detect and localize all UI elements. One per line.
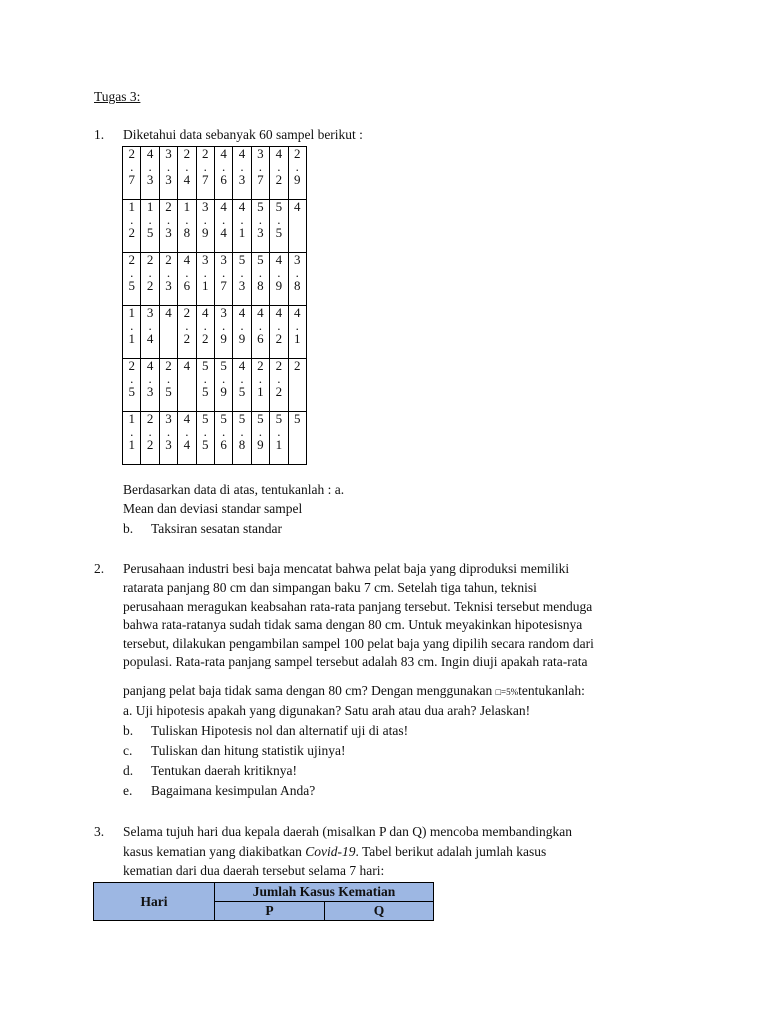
grid-cell: 4 . 3 [233,147,251,200]
q1-item-b-label: b. [123,521,134,536]
grid-cell: 3 . 4 [141,306,159,359]
grid-cell: 2 . 3 [159,253,177,306]
q3-line-3: kematian dari dua daerah tersebut selama 7 hari: [123,863,385,878]
grid-cell: 3 . 3 [159,412,177,465]
grid-cell: 2 . 7 [196,147,214,200]
grid-cell: 2 . 5 [123,253,141,306]
grid-cell: 2 [288,359,306,412]
grid-cell: 4 . 6 [214,147,232,200]
grid-cell: 2 . 5 [123,359,141,412]
grid-cell: 1 . 2 [123,200,141,253]
q2-line-5: tersebut, dilakukan pengambilan sampel 100 pelat baja yang dipilih secara random dari [123,636,594,651]
grid-cell: 4 . 3 [141,359,159,412]
grid-cell: 5 . 5 [270,200,288,253]
grid-cell: 5 . 9 [214,359,232,412]
grid-cell: 4 . 6 [178,253,196,306]
q3-line-1: Selama tujuh hari dua kepala daerah (misalkan P dan Q) mencoba membandingkan [123,824,572,839]
grid-cell: 5 [288,412,306,465]
q1-number: 1. [94,127,105,142]
grid-cell: 4 . 2 [270,147,288,200]
grid-cell: 3 . 3 [159,147,177,200]
q2-line-2: ratarata panjang 80 cm dan simpangan baku 7 cm. Setelah tiga tahun, teknisi [123,580,537,595]
alpha-symbol: □=5% [495,687,519,697]
header-jumlah-kasus: Jumlah Kasus Kematian [215,883,434,902]
grid-row [123,200,307,253]
grid-cell: 4 . 9 [233,306,251,359]
grid-cell: 4 . 4 [178,412,196,465]
grid-cell: 5 . 3 [233,253,251,306]
q2-item-c-text: Tuliskan dan hitung statistik ujinya! [151,743,346,758]
grid-row [123,147,307,200]
grid-cell: 4 . 4 [214,200,232,253]
assignment-title: Tugas 3: [94,89,141,104]
grid-cell: 1 . 5 [141,200,159,253]
q2-item-b-text: Tuliskan Hipotesis nol dan alternatif uji di atas! [151,723,409,738]
q1-intro: Diketahui data sebanyak 60 sampel berikut : [123,127,363,142]
q3-line-2-end: . Tabel berikut adalah jumlah kasus [355,844,547,859]
grid-cell: 4 . 5 [233,359,251,412]
grid-cell: 1 . 1 [123,306,141,359]
q2-line-3: perusahaan meragukan keabsahan rata-rata panjang tersebut. Teknisi tersebut menduga [123,599,593,614]
q2-line-7-start: panjang pelat baja tidak sama dengan 80 cm? Dengan menggunakan [123,683,496,698]
grid-cell: 4 [178,359,196,412]
grid-cell: 4 . 2 [270,306,288,359]
header-q: Q [325,902,434,921]
grid-cell: 1 . 8 [178,200,196,253]
grid-cell: 3 . 9 [196,200,214,253]
grid-cell: 3 . 7 [214,253,232,306]
q3-number: 3. [94,824,105,839]
grid-cell: 3 . 8 [288,253,306,306]
grid-row [123,412,307,465]
grid-cell: 4 . 3 [141,147,159,200]
grid-cell: 5 . 1 [270,412,288,465]
grid-row [123,253,307,306]
grid-cell: 1 . 1 [123,412,141,465]
grid-cell: 2 . 1 [251,359,269,412]
grid-cell: 4 . 2 [196,306,214,359]
q2-item-d-text: Tentukan daerah kritiknya! [151,763,297,778]
grid-cell: 5 . 3 [251,200,269,253]
q2-item-e-label: e. [123,783,133,798]
q2-line-7 [123,683,585,699]
grid-cell: 3 . 7 [251,147,269,200]
grid-cell: 5 . 8 [251,253,269,306]
grid-cell: 5 . 5 [196,412,214,465]
grid-cell: 5 . 8 [233,412,251,465]
q1-item-a: Mean dan deviasi standar sampel [123,501,303,516]
grid-cell: 2 . 2 [141,253,159,306]
grid-row [123,359,307,412]
q3-line-2 [123,844,546,860]
grid-cell: 2 . 9 [288,147,306,200]
q1-item-b-text: Taksiran sesatan standar [151,521,283,536]
header-hari: Hari [94,883,215,921]
q2-line-6: populasi. Rata-rata panjang sampel tersebut adalah 83 cm. Ingin diuji apakah rata-rata [123,654,588,669]
header-p: P [215,902,325,921]
grid-cell: 2 . 7 [123,147,141,200]
grid-cell: 2 . 2 [270,359,288,412]
grid-cell: 5 . 9 [251,412,269,465]
grid-cell: 4 . 9 [270,253,288,306]
grid-cell: 2 . 3 [159,200,177,253]
grid-cell: 3 . 1 [196,253,214,306]
grid-cell: 4 [159,306,177,359]
sample-data-grid [122,146,307,465]
q2-item-b-label: b. [123,723,134,738]
death-cases-table [93,882,434,921]
grid-cell: 4 . 1 [288,306,306,359]
covid-term: Covid-19 [305,844,356,859]
q2-item-c-label: c. [123,743,133,758]
grid-cell: 2 . 4 [178,147,196,200]
grid-row [123,306,307,359]
grid-cell: 2 . 2 [178,306,196,359]
grid-cell: 4 [288,200,306,253]
q2-line-7-end: tentukanlah: [518,683,585,698]
q2-item-d-label: d. [123,763,134,778]
q2-number: 2. [94,561,105,576]
q2-item-a: a. Uji hipotesis apakah yang digunakan? Satu arah atau dua arah? Jelaskan! [123,703,531,718]
grid-cell: 2 . 5 [159,359,177,412]
grid-cell: 4 . 1 [233,200,251,253]
grid-cell: 4 . 6 [251,306,269,359]
q2-line-4: bahwa rata-ratanya sudah tidak sama dengan 80 cm. Untuk meyakinkan hipotesisnya [123,617,583,632]
grid-cell: 3 . 9 [214,306,232,359]
q3-line-2-start: kasus kematian yang diakibatkan [123,844,306,859]
q1-instruction: Berdasarkan data di atas, tentukanlah : a. [123,482,345,497]
q2-line-1: Perusahaan industri besi baja mencatat bahwa pelat baja yang diproduksi memiliki [123,561,570,576]
grid-cell: 2 . 2 [141,412,159,465]
q2-item-e-text: Bagaimana kesimpulan Anda? [151,783,316,798]
grid-cell: 5 . 5 [196,359,214,412]
grid-cell: 5 . 6 [214,412,232,465]
